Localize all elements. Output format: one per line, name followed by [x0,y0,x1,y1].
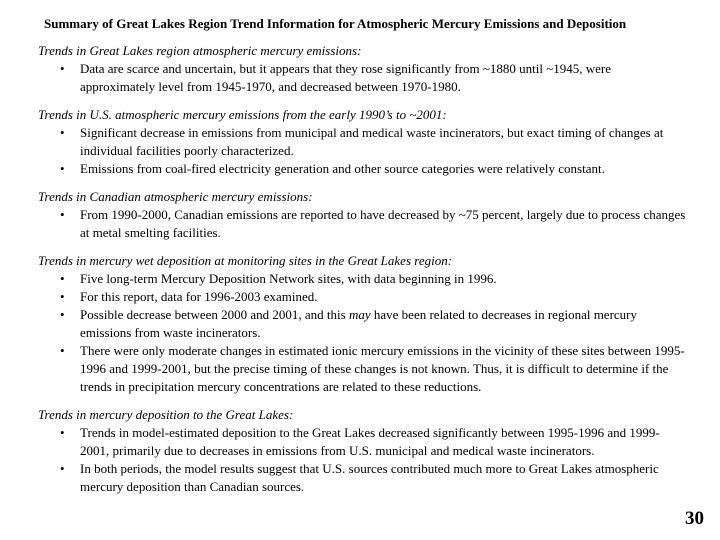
content-area [38,42,686,506]
bullet-icon: • [60,289,65,304]
bullet-text-start: Possible decrease between 2000 and 2001, and this [80,307,349,322]
bullet-text: There were only moderate changes in estimated ionic mercury emissions in the vicinity of these sites between 1995-1996 and 1999-2001, but the precise timing of these changes is not known. Thus, it is difficult to determine if the trends in precipitation mercury concentrations are related to these reductions. [80,343,685,394]
bullet-text: Five long-term Mercury Deposition Network sites, with data beginning in 1996. [80,271,497,286]
bullet-list [38,124,686,178]
bullet-icon: • [60,207,65,222]
bullet-icon: • [60,125,65,140]
bullet-text: Data are scarce and uncertain, but it appears that they rose significantly from ~1880 until ~1945, were approximately level from 1945-1970, and decreased between 1970-1980. [80,61,611,94]
section-heading: Trends in U.S. atmospheric mercury emissions from the early 1990’s to ~2001: [38,107,447,122]
bullet-icon: • [60,307,65,322]
section-heading: Trends in Canadian atmospheric mercury emissions: [38,189,313,204]
section-heading: Trends in mercury wet deposition at monitoring sites in the Great Lakes region: [38,253,453,268]
emphasis-may: may [348,307,371,322]
bullet-text: Significant decrease in emissions from municipal and medical waste incinerators, but exact timing of changes at individual facilities poorly characterized. [80,125,664,158]
page-title: Summary of Great Lakes Region Trend Information for Atmospheric Mercury Emissions and Deposition [44,16,627,31]
section-emissions-canada [38,188,686,242]
section-emissions-great-lakes [38,42,686,96]
bullet-text: In both periods, the model results suggest that U.S. sources contributed much more to Great Lakes atmospheric mercury deposition than Canadian sources. [80,461,659,494]
bullet-icon: • [60,161,65,176]
bullet-icon: • [60,425,65,440]
list-item [38,206,686,242]
section-heading: Trends in Great Lakes region atmospheric mercury emissions: [38,43,362,58]
list-item [38,460,686,496]
bullet-icon: • [60,461,65,476]
list-item [38,270,686,288]
bullet-text: Trends in model-estimated deposition to the Great Lakes decreased significantly between 1995-1996 and 1999-2001, primarily due to decreases in emissions from U.S. municipal and medical waste incinerators. [80,425,660,458]
bullet-text-end: have been related to decreases in regional mercury emissions from waste incinerators. [80,307,638,340]
bullet-icon: • [60,271,65,286]
bullet-text: From 1990-2000, Canadian emissions are reported to have decreased by ~75 percent, largely due to process changes at metal smelting facilities. [80,207,686,240]
bullet-list [38,270,686,396]
list-item [38,288,686,306]
list-item [38,342,686,396]
section-wet-deposition [38,252,686,396]
bullet-text [80,307,637,340]
bullet-list [38,206,686,242]
bullet-text: For this report, data for 1996-2003 examined. [80,289,318,304]
bullet-list [38,60,686,96]
list-item [38,124,686,160]
section-deposition-great-lakes [38,406,686,496]
list-item [38,160,686,178]
list-item [38,424,686,460]
list-item [38,306,686,342]
bullet-text: Emissions from coal-fired electricity generation and other source categories were relatively constant. [80,161,605,176]
bullet-icon: • [60,343,65,358]
list-item [38,60,686,96]
section-heading: Trends in mercury deposition to the Great Lakes: [38,407,294,422]
section-emissions-us [38,106,686,178]
bullet-list [38,424,686,496]
page-number: 30 [685,508,704,529]
bullet-icon: • [60,61,65,76]
